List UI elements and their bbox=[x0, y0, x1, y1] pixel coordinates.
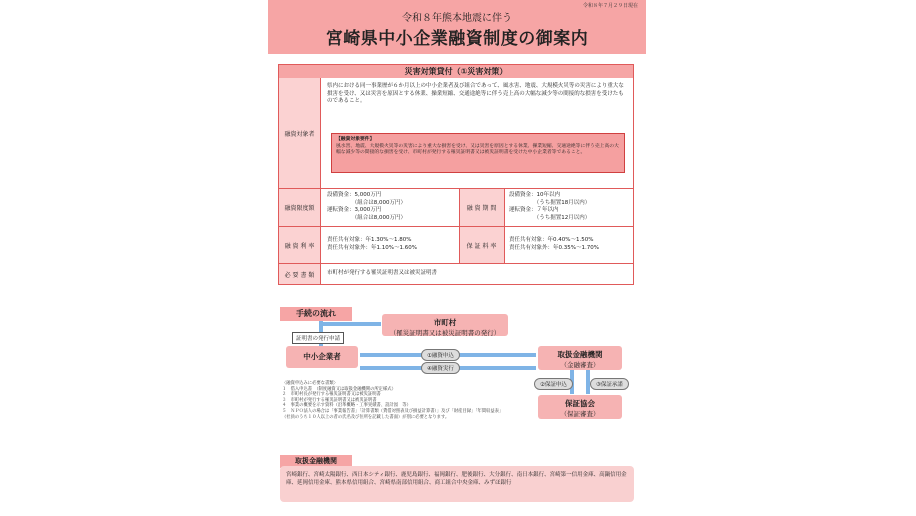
rate-line: 責任共有対象外：年1.10%～1.60% bbox=[327, 244, 417, 251]
period-values bbox=[509, 192, 631, 222]
sme-box bbox=[286, 346, 358, 368]
doc-line: ２ 市町村長が発行する罹災証明書又は被災証明書 bbox=[282, 392, 381, 398]
guarantee-line: 責任共有対象外：年0.35%～1.70% bbox=[509, 244, 599, 251]
banner-title: 宮崎県中小企業融資制度の御案内 bbox=[325, 29, 589, 49]
period-line: （うち据置18月以内） bbox=[509, 199, 591, 206]
limit-line: 設備資金：5,000万円 bbox=[327, 192, 382, 198]
as-of-date: 令和８年７月２９日現在 bbox=[582, 3, 638, 9]
doc-line: ５ ＮＰＯ法人の場合は「事業報告書」「計算書類（貸借対照表及び損益計算書）」及び「財産目録」「年間収益表」 bbox=[282, 408, 504, 414]
limit-line: （組合は8,000万円） bbox=[327, 214, 406, 221]
target-label: 融資対象者 bbox=[279, 78, 320, 188]
doc-line: ３ 市町村が発行する罹災証明書又は被災証明書 bbox=[282, 397, 377, 403]
step2-label: ②保証申込 bbox=[534, 378, 573, 390]
bank-sub: （金融審査） bbox=[560, 361, 600, 369]
limit-values bbox=[327, 192, 457, 222]
table-header: 災害対策貸付（①災害対策） bbox=[279, 65, 633, 78]
docs-text: 市町村が発行する罹災証明書又は被災証明書 bbox=[327, 270, 438, 276]
limit-line: （組合は8,000万円） bbox=[327, 199, 406, 206]
arrow-to-municipality bbox=[321, 322, 381, 326]
limit-line: 運転資金：3,000万円 bbox=[327, 207, 382, 213]
guarantee-sub: （保証審査） bbox=[560, 410, 600, 418]
period-line: 運転資金：７年以内 bbox=[509, 207, 559, 213]
municipality-name: 市町村 bbox=[433, 318, 457, 327]
cert-request-tag: 証明書の発行申請 bbox=[292, 332, 344, 344]
guarantee-name: 保証協会 bbox=[565, 399, 595, 408]
step1-label: ①融資申込 bbox=[421, 349, 460, 361]
rate-label: 融 資 利 率 bbox=[279, 227, 320, 263]
doc-line: 〈融資申込みに必要な書類〉 bbox=[282, 381, 338, 386]
rate-values bbox=[327, 237, 457, 252]
step4-label: ④融資実行 bbox=[421, 362, 460, 374]
guarantee-box bbox=[538, 395, 622, 419]
guarantee-rate-label: 保 証 料 率 bbox=[459, 227, 504, 263]
note-title: 【融資対象要件】 bbox=[336, 137, 375, 142]
banner-subtitle: 令和８年熊本地震に伴う bbox=[402, 13, 512, 24]
fi-list: 宮崎銀行、宮崎太陽銀行、西日本シティ銀行、鹿児島銀行、福岡銀行、肥後銀行、大分銀行、南日本銀行、宮崎第一信用金庫、高鍋信用金庫、延岡信用金庫、熊本県信用組合、宮崎県南部信用組合、商工組合中央金庫、みずほ銀行 bbox=[280, 466, 634, 502]
guide-page bbox=[268, 0, 646, 516]
guarantee-rate-values bbox=[509, 237, 631, 252]
period-line: （うち据置12月以内） bbox=[509, 214, 591, 221]
flow-title: 手続の流れ bbox=[280, 307, 352, 321]
guarantee-line: 責任共有対象：年0.40%～1.50% bbox=[509, 237, 594, 243]
loan-table bbox=[278, 64, 634, 285]
step3-label: ③保証承諾 bbox=[590, 378, 629, 390]
period-label: 融 資 期 間 bbox=[459, 189, 504, 226]
fi-title: 取扱金融機関 bbox=[280, 455, 352, 468]
bank-box bbox=[538, 346, 622, 370]
doc-line: １ 借入申込書 （制度融資又は取扱金融機関の所定様式） bbox=[282, 386, 396, 392]
bank-name: 取扱金融機関 bbox=[557, 350, 603, 359]
requirement-note bbox=[331, 133, 625, 173]
sme-name: 中小企業者 bbox=[303, 352, 341, 361]
doc-line: ４ 事業の概要を示す資料（沿革概略・工事実績書、設計図 等） bbox=[282, 403, 411, 409]
doc-line: （社員のうち１０人以上の者の氏名及び住所を記載した書面）が別に必要となります。 bbox=[282, 414, 450, 420]
rate-line: 責任共有対象：年1.30%～1.80% bbox=[327, 237, 412, 243]
limit-label: 融資限度額 bbox=[279, 189, 320, 226]
municipality-box bbox=[382, 314, 508, 336]
municipality-sub: （罹災証明書又は被災証明書の発行） bbox=[389, 329, 501, 337]
period-line: 設備資金：10年以内 bbox=[509, 192, 560, 198]
required-docs-list bbox=[282, 381, 532, 420]
note-text: 風水害、地震、大規模火災等の災害により重大な損害を受け、又は災害を原因とする休業、操業短縮、交通途絶等に伴う売上高の大幅な減少等の間接的な損害を受け、市町村が発行する罹災証明書又は被災証明書を受けた中小企業者等であること。 bbox=[336, 143, 619, 155]
docs-label: 必 要 書 類 bbox=[279, 264, 320, 284]
target-text: 県内における同一事業歴が６か月以上の中小企業者及び組合であって、風水害、地震、大規模火災等の災害により重大な損害を受け、又は災害を原因とする休業、操業短縮、交通途絶等に伴う売上高の大幅な減少等の間接的な損害を受けたものであること。 bbox=[327, 83, 624, 104]
